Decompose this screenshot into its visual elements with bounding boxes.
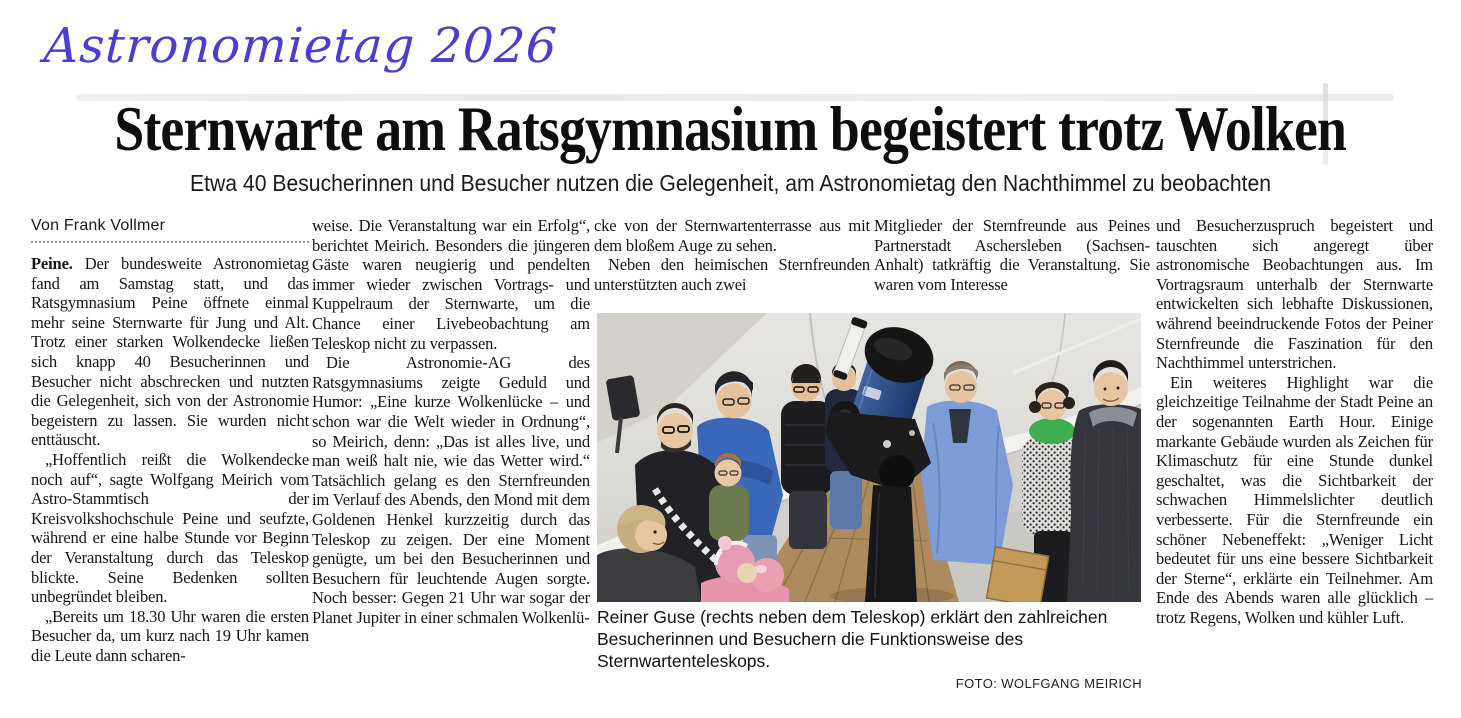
green-scarf <box>1029 418 1075 444</box>
article-column-4 <box>874 216 1150 294</box>
pompom <box>718 536 732 550</box>
observatory-photo-illustration <box>597 313 1141 602</box>
article-column-1 <box>31 216 309 665</box>
article-column-3 <box>594 216 870 294</box>
observatory-photo <box>597 313 1141 602</box>
paragraph: cke von der Sternwartenterrasse aus mit dem bloßem Auge zu sehen. <box>594 216 870 255</box>
paragraph-text: Der bundesweite Astronomietag fand am Samstag statt, und das Ratsgymnasium Peine öffnete einmal mehr seine Sternwarte für Jung und Alt. Trotz einer starken Wolkendecke ließen sich knapp 40 Besucherinnen und Besucher nicht abschrecken und nutzten die Gelegenheit, sich von der Astronomie begeistern zu lassen. Sie wurden nicht enttäuscht. <box>31 254 309 450</box>
dateline-lead: Peine. <box>31 254 73 273</box>
byline: Von Frank Vollmer <box>31 216 309 243</box>
paragraph: Die Astronomie-AG des Ratsgymnasiums zeigte Geduld und Humor: „Eine kurze Wolkenlücke – und schon war die Welt wieder in Ordnung“, so Meirich, denn: „Das ist alles live, und man weiß halt nie, wie das Wetter wird.“ Tatsächlich gelang es den Sternfreunden im Verlauf des Abends, den Mond mit dem Goldenen Henkel kurzzeitig durch das Teleskop zu zeigen. Der eine Moment genügte, um bei den Besucherinnen und Besuchern für leuchtende Augen sorgte. Noch besser: Gegen 21 Uhr war sogar der Planet Jupiter in einer schmalen Wolkenlü- <box>312 353 590 627</box>
subheadline-text: Etwa 40 Besucherinnen und Besucher nutzen die Gelegenheit, am Astronomietag den Nachthimmel zu beobachten <box>189 170 1272 196</box>
paragraph <box>31 254 309 450</box>
paragraph: „Bereits um 18.30 Uhr waren die ersten Besucher da, um kurz nach 19 Uhr kamen die Leute dann scharen- <box>31 606 309 665</box>
paragraph: und Besucherzuspruch begeistert und tauschten sich angeregt über astronomische Beobachtungen aus. Im Vortragsraum unterhalb der Sternwarte entwickelten sich lebhafte Diskussionen, während beeindruckende Fotos der Peiner Sternfreunde die Faszination für den Nachthimmel unterstrichen. <box>1156 216 1433 373</box>
headline-text: Sternwarte am Ratsgymnasium begeistert trotz Wolken <box>114 93 1347 164</box>
photo-credit: FOTO: WOLFGANG MEIRICH <box>955 676 1142 691</box>
article-column-5 <box>1156 216 1433 627</box>
photo-caption <box>597 606 1142 695</box>
paragraph: Mitglieder der Sternfreunde aus Peines Partnerstadt Aschersleben (Sachsen-Anhalt) tatkräftig die Veranstaltung. Sie waren vom Interesse <box>874 216 1150 294</box>
paragraph: Ein weiteres Highlight war die gleichzeitige Teilnahme der Stadt Peine an der sogenannten Earth Hour. Einige markante Gebäude wurden als Zeichen für Klimaschutz für eine Stunde dunkel geschaltet, was die Sichtbarkeit der schwachen Himmelslichter deutlich verbesserte. Für die Sternfreunde ein schöner Nebeneffekt: „Weniger Licht bedeutet für uns eine bessere Sichtbarkeit der Sterne“, erklärte ein Teilnehmer. Am Ende des Abends waren alle glücklich – trotz Regens, Wolken und kühler Luft. <box>1156 372 1433 627</box>
telescope-pedestal <box>865 485 917 602</box>
paragraph: „Hoffentlich reißt die Wolkendecke noch auf“, sagte Wolfgang Meirich vom Astro-Stammtisch der Kreisvolkshochschule Peine und seufzte, während er eine halbe Stunde vor Beginn der Veranstaltung durch das Teleskop blickte. Seine Bedenken sollten unbegründet bleiben. <box>31 449 309 607</box>
handwritten-annotation: Astronomietag 2026 <box>42 18 560 74</box>
headline <box>0 90 1461 168</box>
caption-text: Reiner Guse (rechts neben dem Teleskop) erklärt den zahlreichen Besucherinnen und Besuchern die Funktionsweise des Sternwartenteleskops. <box>597 607 1108 671</box>
paragraph: Neben den heimischen Sternfreunden unterstützten auch zwei <box>594 255 870 294</box>
subheadline <box>0 170 1461 197</box>
article-column-2 <box>312 216 590 627</box>
paragraph: weise. Die Veranstaltung war ein Erfolg“, berichtet Meirich. Besonders die jüngeren Gäste waren neugierig und pendelten immer wieder zwischen Vortrags- und Kuppelraum der Sternwarte, um die Chance einer Livebeobachtung am Teleskop nicht zu verpassen. <box>312 216 590 353</box>
cardboard-box <box>987 547 1049 602</box>
